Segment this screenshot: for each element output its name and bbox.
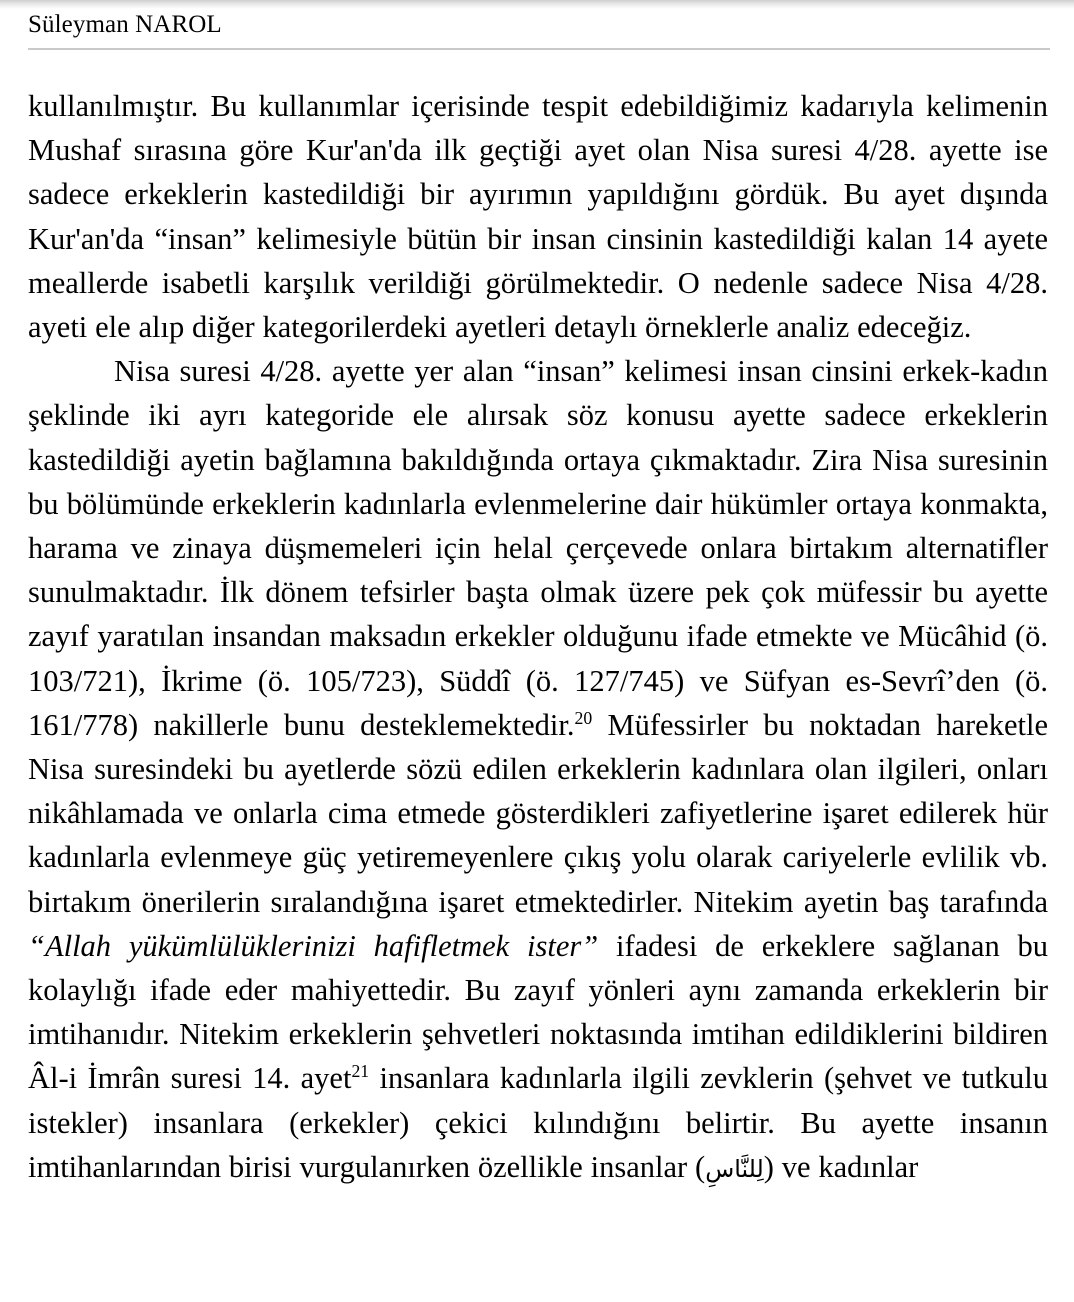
- paragraph-nisa-analysis: [28, 349, 1048, 1191]
- footnote-marker-20[interactable]: 20: [574, 707, 593, 728]
- paragraph-1-text: kullanılmıştır. Bu kullanımlar içerisinde tespit edebildiğimiz kadarıyla kelimenin Mushaf sırasına göre Kur'an'da ilk geçtiği ayet olan Nisa suresi 4/28. ayette ise sadece erkeklerin kastedildiği bir ayırımın yapıldığını gördük. Bu ayet dışında Kur'an'da “insan” kelimesiyle bütün bir insan cinsinin kastedildiği kalan 14 ayete meallerde isabetli karşılık verildiği görülmektedir. O nedenle sadece Nisa 4/28. ayeti ele alıp diğer kategorilerdeki ayetleri detaylı örneklerle analiz edeceğiz.: [28, 89, 1048, 345]
- arabic-term-linnas: لِلنَّاسِ: [705, 1154, 764, 1183]
- running-header-author: Süleyman NAROL: [28, 11, 222, 38]
- paragraph-2-segment-3: ifadesi de erkeklere sağlanan bu kolaylığı ifade eder mahiyettedir. Bu zayıf yönleri aynı zamanda erkeklerin bir imtihanıdır. Nitekim erkeklerin şehvetleri noktasında imtihan edildiklerini bildiren Âl-i İmrân suresi 14. ayet: [28, 928, 1049, 1096]
- italic-quran-quotation: “Allah yükümlülüklerinizi hafifletmek ister”: [28, 928, 599, 963]
- body-text-column: [28, 84, 1048, 1191]
- header-divider-rule: [28, 48, 1050, 50]
- paragraph-2-segment-5: ) ve kadınlar: [763, 1149, 919, 1184]
- paragraph-2-segment-1: Nisa suresi 4/28. ayette yer alan “insan” kelimesi insan cinsini erkek-kadın şeklinde iki ayrı kategoride ele alırsak söz konusu ayette sadece erkeklerin kastedildiği ayetin bağlamına bakıldığında ortaya çıkmaktadır. Zira Nisa suresinin bu bölümünde erkeklerin kadınlarla evlenmelerine dair hükümler ortaya konmakta, harama ve zinaya düşmemeleri için helal çerçevede onlara birtakım alternatifler sunulmaktadır. İlk dönem tefsirler başta olmak üzere pek çok müfessir bu ayette zayıf yaratılan insandan maksadın erkekler olduğunu ifade etmekte ve Mücâhid (ö. 103/721), İkrime (ö. 105/723), Süddî (ö. 127/745) ve Süfyan es-Sevrî’den (ö. 161/778) nakillerle bunu desteklemektedir.: [28, 354, 1048, 742]
- paragraph-continuation: [28, 84, 1048, 349]
- paragraph-2-segment-4: insanlara kadınlarla ilgili zevklerin (şehvet ve tutkulu istekler) insanlara (erkekler) çekici kılındığını belirtir. Bu ayette insanın imtihanlarından birisi vurgulanırken özellikle insanlar (: [28, 1061, 1049, 1184]
- footnote-marker-21[interactable]: 21: [351, 1061, 370, 1082]
- paragraph-2-segment-2: Müfessirler bu noktadan hareketle Nisa suresindeki bu ayetlerde sözü edilen erkeklerin kadınlara olan ilgileri, onları nikâhlamada ve onlarla cima etmede gösterdikleri zafiyetlerine işaret edilerek hür kadınlarla evlenmeye güç yetiremeyenlere çıkış yolu olarak cariyelerle evlilik vb. birtakım önerilerin sıralandığına işaret etmektedirler. Nitekim ayetin baş tarafında: [28, 707, 1048, 919]
